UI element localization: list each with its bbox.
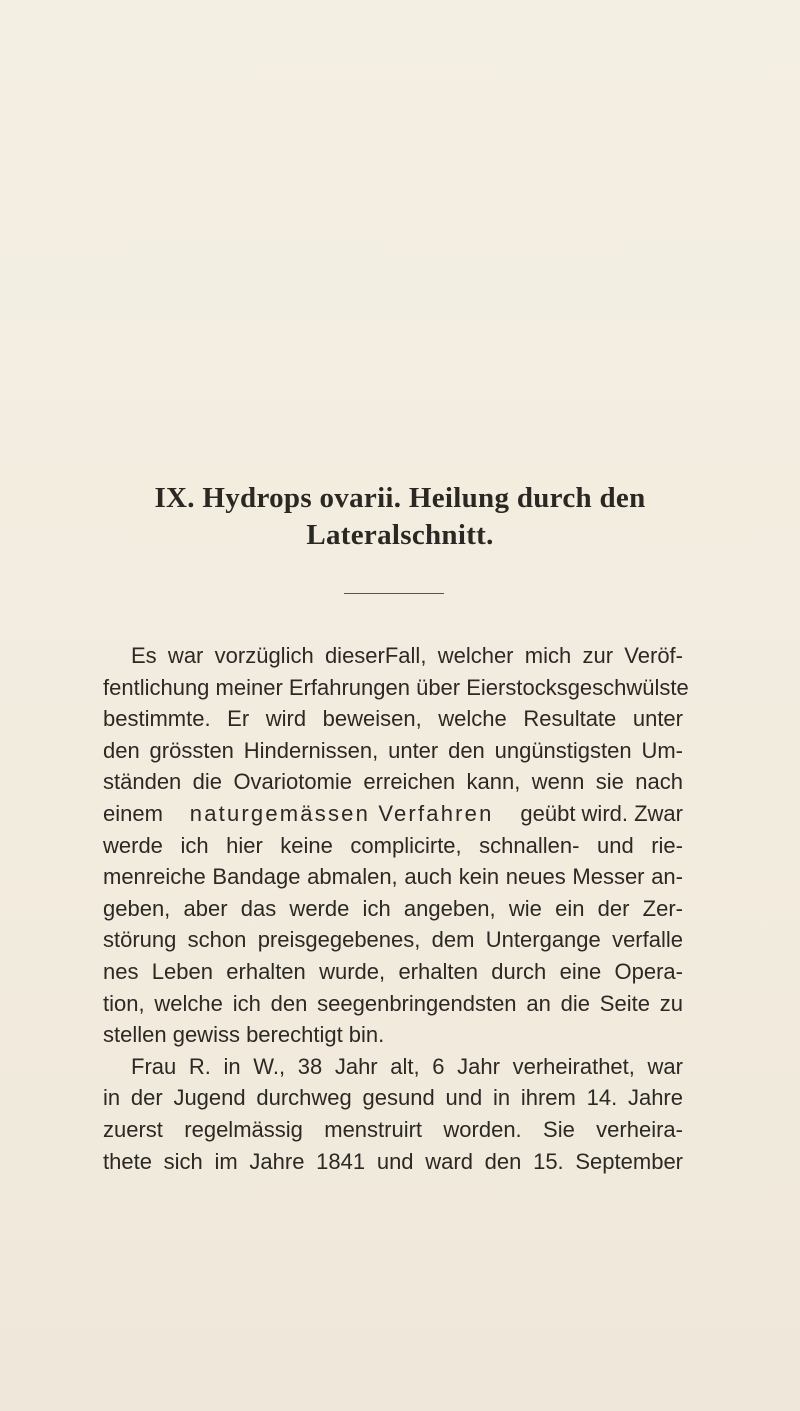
text-line: fentlichung meiner Erfahrungen über Eierstocksgeschwülste <box>103 674 689 700</box>
text-line: stellen gewiss berechtigt bin. <box>103 1022 385 1048</box>
text-line: störung schon preisgegebenes, dem Untergange verfalle <box>103 927 683 953</box>
body-text <box>103 640 689 1177</box>
text-line: bestimmte. Er wird beweisen, welche Resultate unter <box>103 706 683 732</box>
text-line: Es war vorzüglich dieserFall, welcher mich zur Veröf- <box>131 643 683 668</box>
chapter-heading-line-2: Lateralschnitt. <box>306 519 494 551</box>
text-line-mixed <box>103 798 683 830</box>
text-line: werde ich hier keine complicirte, schnallen- und rie- <box>103 832 683 858</box>
text-line: nes Leben erhalten wurde, erhalten durch eine Opera- <box>103 958 683 984</box>
chapter-heading-line-1: IX. Hydrops ovarii. Heilung durch den <box>154 482 646 514</box>
text-line: thete sich im Jahre 1841 und ward den 15. September <box>103 1148 683 1174</box>
text-line: in der Jugend durchweg gesund und in ihrem 14. Jahre <box>103 1085 683 1111</box>
chapter-heading <box>0 480 800 554</box>
text-line: tion, welche ich den seegenbringendsten an die Seite zu <box>103 990 683 1016</box>
text-line: den grössten Hindernissen, unter den ungünstigsten Um- <box>103 737 683 763</box>
heading-divider <box>344 593 444 594</box>
text-fragment: geübt wird. Zwar <box>520 800 683 826</box>
text-line: ständen die Ovariotomie erreichen kann, wenn sie nach <box>103 769 683 795</box>
text-line: Frau R. in W., 38 Jahr alt, 6 Jahr verheirathet, war <box>131 1053 683 1079</box>
text-fragment: einem <box>103 800 163 826</box>
text-line: menreiche Bandage abmalen, auch kein neues Messer an- <box>103 864 683 890</box>
emphasized-text: naturgemässen Verfahren <box>189 800 494 826</box>
text-line: geben, aber das werde ich angeben, wie ein der Zer- <box>103 895 683 921</box>
text-line: zuerst regelmässig menstruirt worden. Sie verheira- <box>103 1116 683 1142</box>
